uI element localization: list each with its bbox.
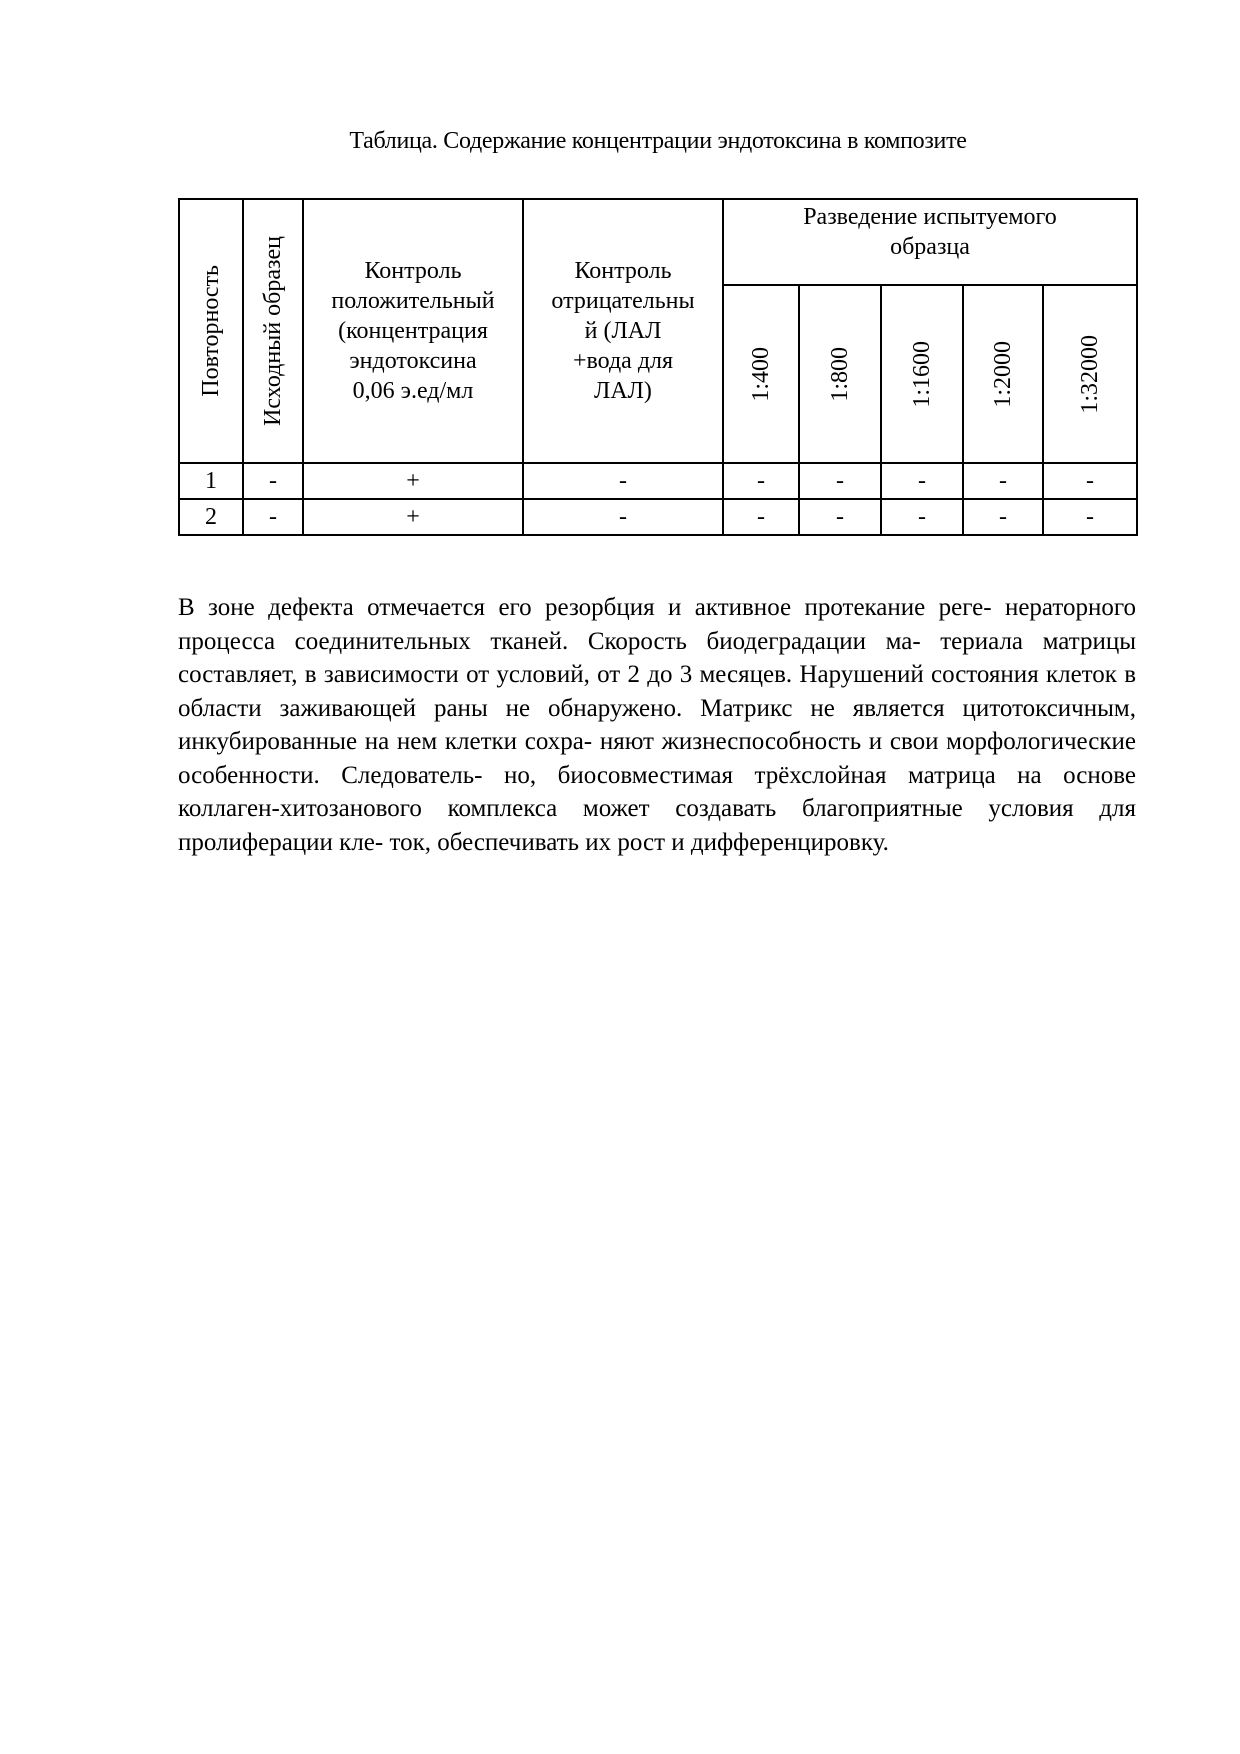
cell-source: - bbox=[243, 463, 303, 499]
cell-negative: - bbox=[523, 499, 723, 535]
cell-dilution: - bbox=[799, 463, 881, 499]
dilution-label: 1:32000 bbox=[1077, 334, 1103, 414]
header-dilution-1-800 bbox=[799, 285, 881, 463]
cell-dilution: - bbox=[881, 499, 963, 535]
header-negative-control-line: отрицательны bbox=[551, 288, 695, 314]
header-dilution-1-400 bbox=[723, 285, 799, 463]
table-row bbox=[179, 463, 1137, 499]
header-repeat-label: Повторность bbox=[198, 265, 224, 397]
header-source-sample-label: Исходный образец bbox=[260, 236, 286, 426]
header-dilution-group-line: Разведение испытуемого bbox=[803, 204, 1057, 230]
endotoxin-table bbox=[178, 198, 1138, 536]
header-positive-control-line: (концентрация bbox=[338, 318, 488, 344]
header-negative-control-line: й (ЛАЛ bbox=[584, 318, 662, 344]
cell-source: - bbox=[243, 499, 303, 535]
cell-dilution: - bbox=[723, 463, 799, 499]
cell-dilution: - bbox=[1043, 463, 1137, 499]
dilution-label: 1:800 bbox=[827, 346, 853, 402]
cell-dilution: - bbox=[799, 499, 881, 535]
header-source-sample bbox=[243, 199, 303, 463]
header-negative-control-line: +вода для bbox=[572, 348, 674, 374]
header-repeat bbox=[179, 199, 243, 463]
header-positive-control-line: эндотоксина bbox=[349, 348, 477, 374]
body-paragraph: В зоне дефекта отмечается его резорбция и активное протекание реге- нераторного процесса соединительных тканей. Скорость биодеградации ма- териала матрицы составляет, в зависимости от условий, от 2 до 3 месяцев. Нарушений состояния клеток в области заживающей раны не обнаружено. Матрикс не является цитотоксичным, инкубированные на нем клетки сохра- няют жизнеспособность и свои морфологические особенности. Следователь- но, биосовместимая трёхслойная матрица на основе коллаген-хитозанового комплекса может создавать благоприятные условия для пролиферации кле- ток, обеспечивать их рост и дифференцировку. bbox=[178, 594, 1136, 856]
dilution-label: 1:400 bbox=[748, 346, 774, 402]
header-positive-control-line: положительный bbox=[331, 288, 495, 314]
header-dilution-1-1600 bbox=[881, 285, 963, 463]
header-dilution-group-line: образца bbox=[890, 234, 970, 260]
table-row bbox=[179, 499, 1137, 535]
header-dilution-1-32000 bbox=[1043, 285, 1137, 463]
table-caption: Таблица. Содержание концентрации эндотоксина в композите bbox=[349, 128, 967, 154]
cell-dilution: - bbox=[1043, 499, 1137, 535]
header-positive-control-line: Контроль bbox=[364, 258, 462, 284]
cell-dilution: - bbox=[881, 463, 963, 499]
cell-negative: - bbox=[523, 463, 723, 499]
header-negative-control bbox=[523, 199, 723, 463]
cell-positive: + bbox=[303, 463, 523, 499]
cell-dilution: - bbox=[723, 499, 799, 535]
header-negative-control-line: Контроль bbox=[574, 258, 672, 284]
dilution-label: 1:2000 bbox=[990, 340, 1016, 408]
cell-repeat: 1 bbox=[179, 463, 243, 499]
header-negative-control-line: ЛАЛ) bbox=[594, 378, 652, 404]
header-positive-control bbox=[303, 199, 523, 463]
cell-repeat: 2 bbox=[179, 499, 243, 535]
cell-dilution: - bbox=[963, 463, 1043, 499]
cell-dilution: - bbox=[963, 499, 1043, 535]
dilution-label: 1:1600 bbox=[909, 340, 935, 408]
header-dilution-group bbox=[723, 199, 1137, 285]
header-positive-control-line: 0,06 э.ед/мл bbox=[352, 378, 474, 404]
cell-positive: + bbox=[303, 499, 523, 535]
header-dilution-1-2000 bbox=[963, 285, 1043, 463]
